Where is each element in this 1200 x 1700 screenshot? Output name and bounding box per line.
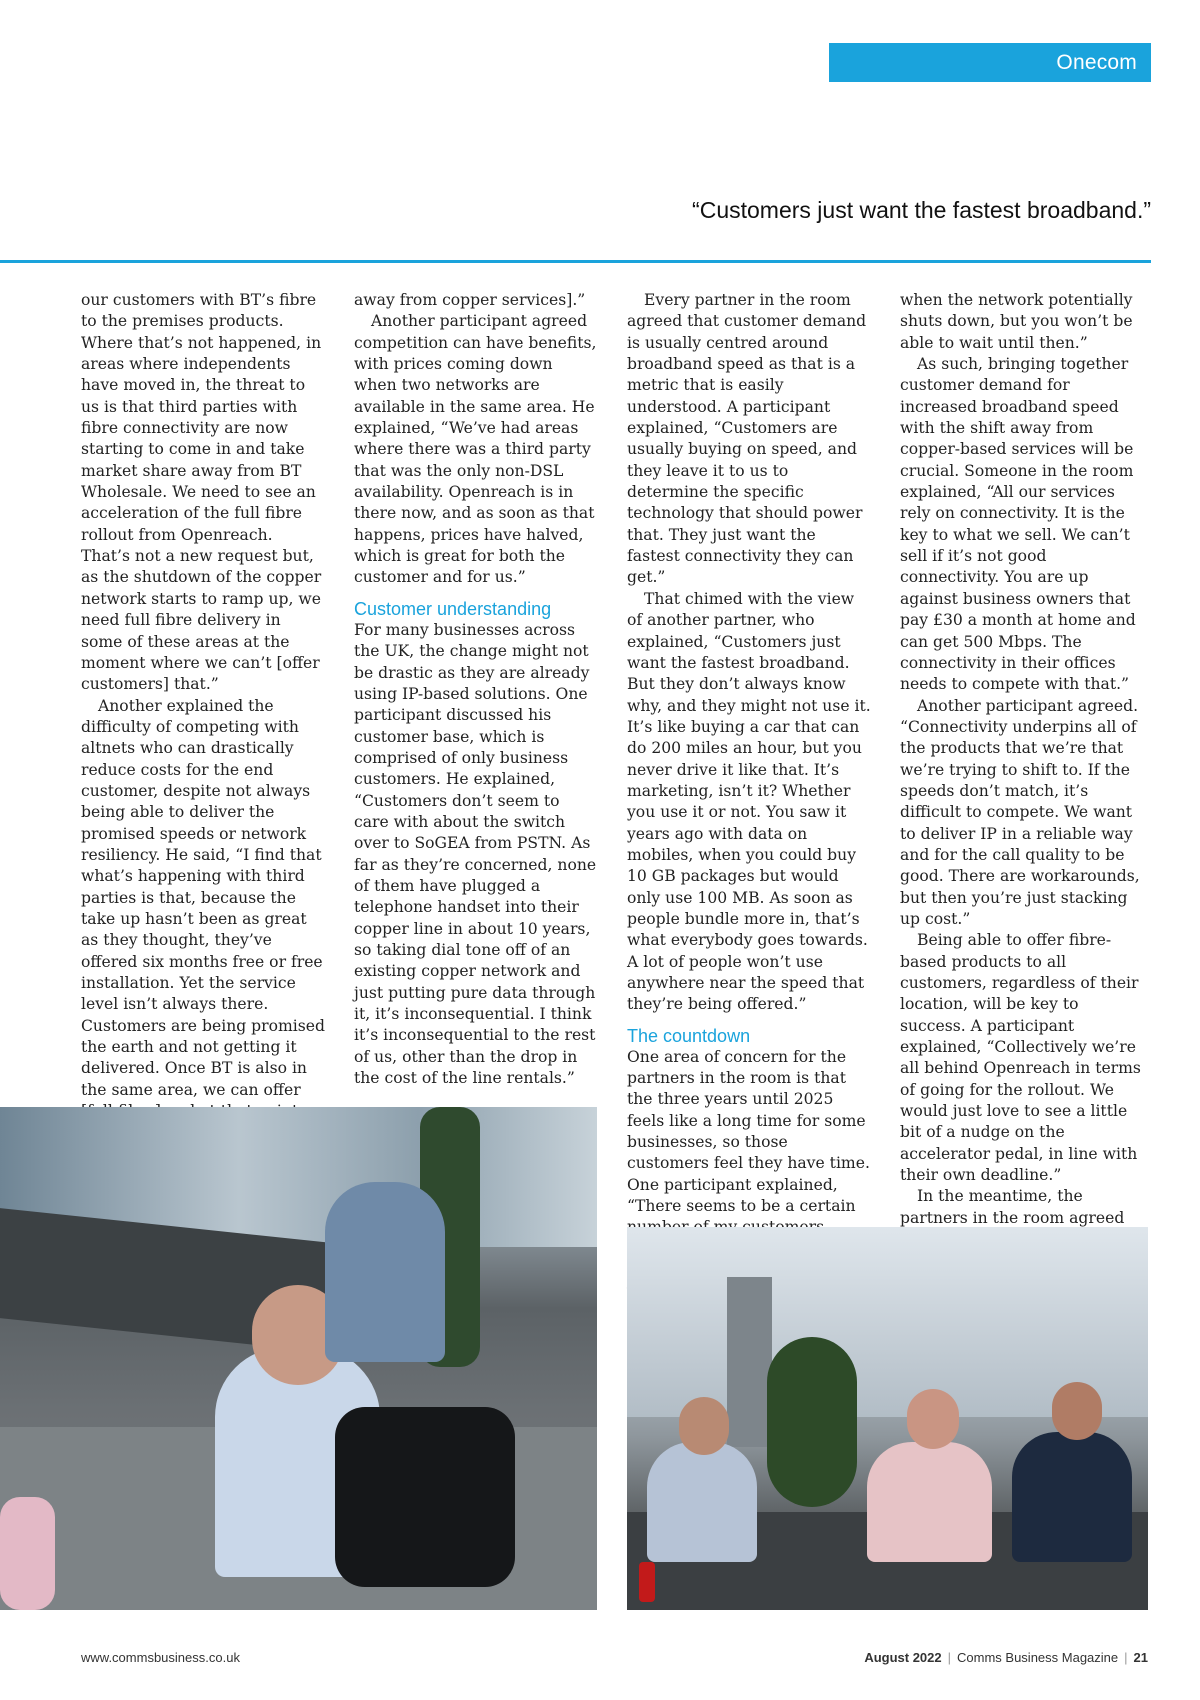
advertorial-tag <box>829 43 1151 113</box>
person-middle <box>867 1442 992 1562</box>
article-column-1 <box>81 290 326 1144</box>
person-right <box>1012 1432 1132 1562</box>
paragraph: Another explained the difficulty of competing with altnets who can drastically reduce costs for the end customer, despite not always being able to deliver the promised speeds or network resiliency. He said, “I find that what’s happening with third parties is that, because the take up hasn’t been as great as they thought, they’ve offered six months free or free installation. Yet the service level isn’t always there. Customers are being promised the earth and not getting it delivered. Once BT is also in the same area, we can offer <box>81 696 325 1099</box>
jacket-on-chair <box>335 1407 515 1587</box>
meeting-photo-left <box>0 1107 597 1610</box>
person-left <box>647 1442 757 1562</box>
person-middle-head <box>907 1389 959 1449</box>
page-number: 21 <box>1133 1650 1148 1665</box>
paragraph: Being able to offer fibre-based products to all customers, regardless of their location, will be key to success. A participant explained, “Collectively we’re all behind Openreach in terms of going for the rollout. We would just love to see a little bit of a nudge on the accelerator pedal, in line with their own deadline.” <box>900 931 1141 1185</box>
paragraph: our customers with BT’s fibre to the premises products. Where that’s not happened, in areas where independents have moved in, the threat to us is that third parties with fibre connectivity are now starting to come in and take market share away from BT Wholesale. We need to see an acceleration of the full fibre rollout from Openreach. That’s not a new request but, as the shutdown of the copper network starts to ramp up, we need full fibre delivery in some of these areas at the moment where we can’t [offer customers] that.” <box>81 291 322 694</box>
magazine-name: Comms Business Magazine <box>957 1650 1119 1665</box>
issue-month: August 2022 <box>864 1650 942 1665</box>
subheading-countdown: The countdown <box>627 1025 751 1046</box>
paragraph: As such, bringing together customer demand for increased broadband speed with the shift away from copper-based services will be crucial. Someone in the room explained, “All our services rely on connectivity. It is the key to what we sell. We can’t sell if it’s not good connectivity. You are up against business owners that pay £30 a month at home and can get 500 Mbps. The connectivity in their offices needs to compete with that.” <box>900 355 1136 694</box>
tower-building <box>727 1277 772 1447</box>
article-column-3 <box>627 290 872 1324</box>
paragraph: Another participant agreed. “Connectivity underpins all of the products that we’re that we’re trying to shift to. If the speeds don’t match, it’s difficult to compete. We want to deliver IP in a reliable way and for the call quality to be good. There are workarounds, but then you’re just stacking up cost.” <box>900 696 1140 928</box>
paragraph: That chimed with the view of another partner, who explained, “Customers just want the fastest broadband. But they don’t always know why, and they might not use it. It’s like buying a car that can do 200 miles an hour, but you never drive it like that. It’s marketing, isn’t it? Whether you use it or not. You saw it years ago with data on mobiles, when you could buy 10 GB packages but would only use 100 MB. As soon as people bundle more in, that’s what everybody goes towards. A lot of people won’t use anywhere near the speed that they’re being offered.” <box>627 589 871 1014</box>
brand-label: Onecom Partners <box>898 51 1137 113</box>
header-rule <box>0 260 1151 263</box>
paragraph: Another participant agreed competition can have benefits, with prices coming down when two networks are available in the same area. He explained, “We’ve had areas where there was a third party that was the only non-DSL availability. Openreach is in there now, and as soon as that happens, prices have halved, which is great for both the customer and for us.” <box>354 312 597 587</box>
person-blue-shirt <box>325 1182 445 1362</box>
separator: | <box>1124 1650 1128 1665</box>
subheading-customer-understanding: Customer understanding <box>354 598 552 619</box>
section-label: ADVERTORIAL <box>983 90 1137 113</box>
person-left-head <box>679 1397 729 1455</box>
separator: | <box>947 1650 952 1665</box>
paragraph-text: In the meantime, the partners in the room agreed <box>900 1187 1125 1227</box>
meeting-photo-right <box>627 1227 1148 1610</box>
paragraph: Every partner in the room agreed that customer demand is usually centred around broadband speed as that is a metric that is easily understood. A participant explained, “Customers are usually buying on speed, and they leave it to us to determine the specific technology that should power that. They just want the fastest connectivity they can get.” <box>627 291 867 587</box>
paragraph: One area of concern for the partners in the room is that the three years until 2025 feels like a long time for some businesses, so those customers feel they have time. One participant explained, “There seems to be a certain <box>627 1047 870 1216</box>
paragraph: For many businesses across the UK, the change might not be drastic as they are already using IP-based solutions. One participant discussed his customer base, which is comprised of only business customers. He explained, “Customers don’t seem to care with about the switch over to SoGEA from PSTN. As far as they’re concerned, none of them have plugged a telephone handset into their copper line in about 10 years, so taking dial tone off of an existing copper network and just putting pure data through it, it’s inconsequential. I think it’s inconsequential to the rest of us, other than the drop in the cost of the line rentals.” <box>354 620 597 1088</box>
plant <box>767 1337 857 1507</box>
footer-issue <box>864 1650 1148 1665</box>
article-column-2 <box>354 290 599 1089</box>
person-right-head <box>1052 1382 1102 1440</box>
footer-website: www.commsbusiness.co.uk <box>81 1650 240 1665</box>
person-pink-shirt <box>0 1497 55 1610</box>
paragraph: when the network potentially shuts down, but you won’t be able to wait until then.” <box>900 291 1133 352</box>
cola-can <box>639 1562 655 1602</box>
paragraph: away from copper services].” <box>354 291 586 309</box>
pull-quote: “Customers just want the fastest broadband.” <box>692 197 1151 223</box>
article-column-4 <box>900 290 1145 1336</box>
